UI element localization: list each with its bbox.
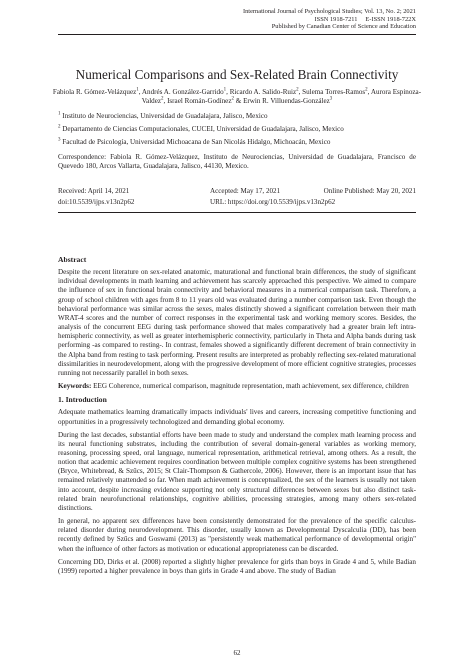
page-number: 62 [233,649,241,657]
affiliation-3: $^3$ Facultad de Psicología, Universidad Michoacana de San Nicolás Hidalgo, Michoacán, Mexico [58,137,331,146]
author-affiliation-mark: 1 [223,87,227,93]
author-affiliation-mark: 2 [161,97,164,103]
keywords-text: EEG Coherence, numerical comparison, magnitude representation, math achievement, sex difference, children [91,382,409,391]
header-rule [58,34,416,35]
dates-rule [58,212,416,213]
author-name: Israel Román-Godínez$^2$ & [167,97,244,106]
author-affiliation-mark: 2 [231,97,234,103]
running-header [243,8,416,31]
author-name: Andrés A. González-Garrido$^1$, [141,87,230,96]
author-name: Ricardo A. Salido-Ruiz$^2$, [229,87,303,96]
intro-paragraph-1: Adequate mathematics learning dramatically impacts individuals' lives and careers, increasing competitive functioning and opportunities in a progressively technologized and demanding global economy. [58,408,416,426]
introduction-heading: 1. Introduction [58,395,107,405]
intro-paragraph-2: During the last decades, substantial efforts have been made to study and understand the complex math learning process and its neural functioning substrates, including the contribution of several domain-general variables as working memory, reasoning, processing speed, oral language, numerical representation, arithmetical retrieval, among others. As a result, the notion that academic achievement requires coordination between multiple complex cognitive systems has been strengthened (Bryce, Whitebread, & Szűcs, 2015; St Clair-Thompson & Gathercole, 2006). However, there is an important issue that has remained relatively unattended so far. When math achievement is conceptualized, the sex of the learners is usually not taken into account, despite increasing evidence supporting not only structural differences between sexes but also distinct task-related brain neurofunctional relationships, cognitive abilities, processing strategies, among many others sex-related distinctions. [58,430,416,512]
correspondence: Correspondence: Fabiola R. Gómez-Velázquez, Instituto de Neurociencias, Universidad de Guadalajara, Francisco de Quevedo 180, Arcos Vallarta, Guadalajara, Jalisco, 44130, Mexico. [58,153,416,171]
author-name: Erwin R. Villuendas-González$^3$ [243,97,333,106]
author-name: Aurora Espinoza-Valdez$^2$, [141,88,422,106]
doi[interactable]: doi:10.5539/ijps.v13n2p62 [58,198,135,206]
publisher-line: Published by Canadian Center of Science and Education [271,23,416,31]
paper-title: Numerical Comparisons and Sex-Related Brain Connectivity [75,67,399,82]
author-name: Fabiola R. Gómez-Velázquez$^1$, [52,87,142,96]
author-affiliation-mark: 1 [136,87,139,93]
online-date: Online Published: May 20, 2021 [323,187,416,195]
author-affiliation-mark: 2 [296,87,299,93]
abstract-text: Despite the recent literature on sex-related anatomic, maturational and functional brain differences, the study of significant individual developments in math learning and achievement has scarcely approached this perspective. We aimed to compare the influence of sex in functional brain connectivity and behavioral measures in a numerical comparison task. Therefore, a group of school children with ages from 8 to 11 years old was evaluated during a number comparison task. Even though the behavioral performance was similar across the sexes, males distinctly showed a significant correlation between their math WRAT-4 scores and the number of correct responses in the experimental task and working memory scores. Besides, the analysis of the concurrent EEG during task performance showed that males comparatively had a greater brain left intra-hemispheric connectivity, as well as greater interhemispheric connectivity, particularly in Theta and Alpha bands during task performing -as compared to resting-. In contrast, females showed a significantly different decrement of brain connectivity in the Alpha band from resting to task performing. Present results are interpreted as probably reflecting sex-related maturational dissimilarities in neurodevelopment, along with the progressive development of more efficient cognitive strategies, processes running not necessarily parallel in both sexes. [58,268,416,377]
accepted-date: Accepted: May 17, 2021 [210,187,281,195]
author-list [50,88,424,107]
intro-paragraph-4: Concerning DD, Dirks et al. (2008) reported a slightly higher prevalence for girls than boys in Grade 4 and 5, while Badian (1999) reported a higher prevalence in boys than girls in Grade 4 and above. The study of Badian [58,557,416,575]
affiliation-1: $^1$ Instituto de Neurociencias, Universidad de Guadalajara, Jalisco, Mexico [58,111,268,120]
author-affiliation-mark: 2 [365,87,368,93]
article-body [58,252,416,580]
abstract-heading: Abstract [58,255,87,264]
affiliation-2: $^2$ Departamento de Ciencias Computacionales, CUCEI, Universidad de Guadalajara, Jalisco, Mexico [58,124,344,133]
author-affiliation-mark: 3 [329,97,333,103]
author-name: Sulema Torres-Ramos$^2$, [302,87,371,96]
keywords [58,382,416,391]
intro-paragraph-3: In general, no apparent sex differences have been consistently demonstrated for the prevalence of the specific calculus-related disorder during neurodevelopment. This disorder, usually known as Developmental Dyscalculia (DD), has been recently defined by Szűcs and Goswami (2013) as "persistently weak mathematical performance of developmental origin" when the influence of other factors as motivation or educational appropriateness can be discarded. [58,517,416,553]
keywords-label: Keywords: [58,382,92,391]
received-date: Received: April 14, 2021 [58,187,130,195]
journal-line: International Journal of Psychological Studies; Vol. 13, No. 2; 2021 [242,8,416,15]
issn-line: ISSN 1918-7211 E-ISSN 1918-722X [314,15,416,23]
publication-dates [58,187,416,207]
doi-url-link[interactable]: URL: https://doi.org/10.5539/ijps.v13n2p62 [210,198,336,206]
